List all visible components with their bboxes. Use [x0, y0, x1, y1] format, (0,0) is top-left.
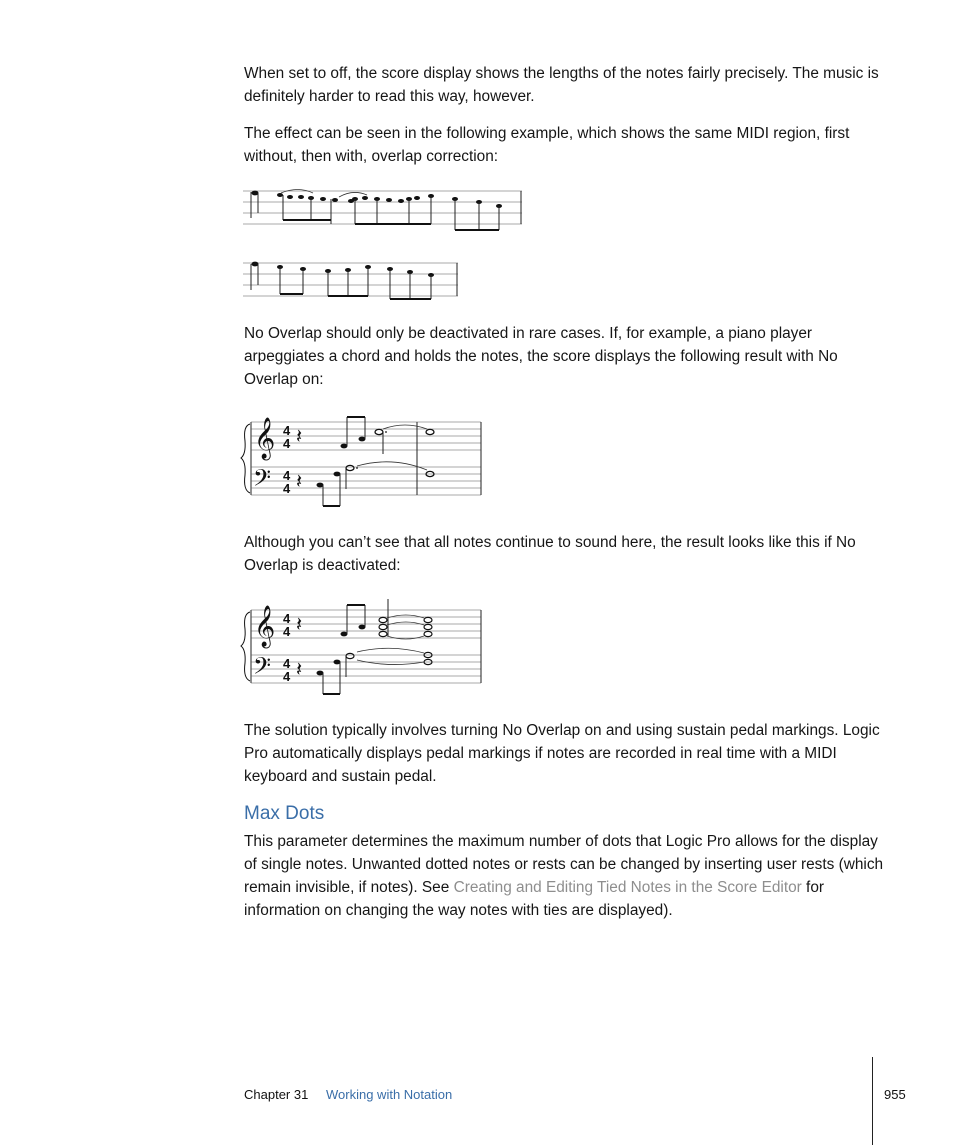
max-dots-text-before-link: This parameter determines the maximum number of dots that Logic Pro allows for the display of single notes. Unwanted dotted notes or rests can be changed by inserting user rests (which remain invisible, if notes). See [244, 833, 884, 896]
bass-time-signature-bottom: 4 [283, 481, 291, 496]
treble-clef-icon: 𝄞 [254, 417, 276, 458]
bass-quarter-rest-icon: 𝄽 [296, 471, 303, 493]
max-dots-paragraph [244, 830, 884, 922]
bass-clef-icon: 𝄢 [253, 465, 272, 496]
bass-time-signature-top: 4 [283, 468, 291, 483]
intro-paragraph: When set to off, the score display shows the lengths of the notes fairly precisely. The music is definitely harder to read this way, however. [244, 65, 879, 105]
footer-divider [872, 1057, 873, 1145]
midi-region-with-overlap-figure [243, 258, 461, 303]
deactivated-paragraph: Although you can’t see that all notes continue to sound here, the result looks like this if No Overlap is deactivated: [244, 534, 856, 574]
piano-score-no-overlap-on-figure [240, 408, 485, 513]
footer-chapter-title-link[interactable]: Working with Notation [326, 1087, 453, 1102]
footer-chapter-label: Chapter 31 [244, 1087, 309, 1102]
bass-time-signature-top: 4 [283, 656, 291, 671]
solution-paragraph: The solution typically involves turning No Overlap on and using sustain pedal markings. Logic Pro automatically displays pedal markings if notes are recorded in real time with a MIDI keyboard and sustain pedal. [244, 722, 880, 785]
page-number: 955 [884, 1087, 906, 1102]
bass-time-signature-bottom: 4 [283, 669, 291, 684]
treble-quarter-rest-icon: 𝄽 [296, 614, 303, 636]
max-dots-heading: Max Dots [244, 803, 325, 824]
piano-score-no-overlap-off-figure [240, 596, 485, 701]
bass-quarter-rest-icon: 𝄽 [296, 659, 303, 681]
example-intro-paragraph: The effect can be seen in the following example, which shows the same MIDI region, first without, then with, overlap correction: [244, 125, 850, 165]
treble-time-signature-bottom: 4 [283, 624, 291, 639]
midi-region-without-overlap-figure [243, 186, 525, 234]
treble-clef-icon: 𝄞 [254, 605, 276, 646]
treble-quarter-rest-icon: 𝄽 [296, 426, 303, 448]
rare-cases-paragraph: No Overlap should only be deactivated in rare cases. If, for example, a piano player arpeggiates a chord and holds the notes, the score displays the following result with No Overlap on: [244, 325, 838, 388]
bass-clef-icon: 𝄢 [253, 653, 272, 684]
treble-time-signature-top: 4 [283, 423, 291, 438]
max-dots-text-after-link: for information on changing the way notes with ties are displayed). [244, 879, 825, 919]
treble-time-signature-bottom: 4 [283, 436, 291, 451]
treble-time-signature-top: 4 [283, 611, 291, 626]
tied-notes-link[interactable]: Creating and Editing Tied Notes in the Score Editor [453, 879, 802, 896]
